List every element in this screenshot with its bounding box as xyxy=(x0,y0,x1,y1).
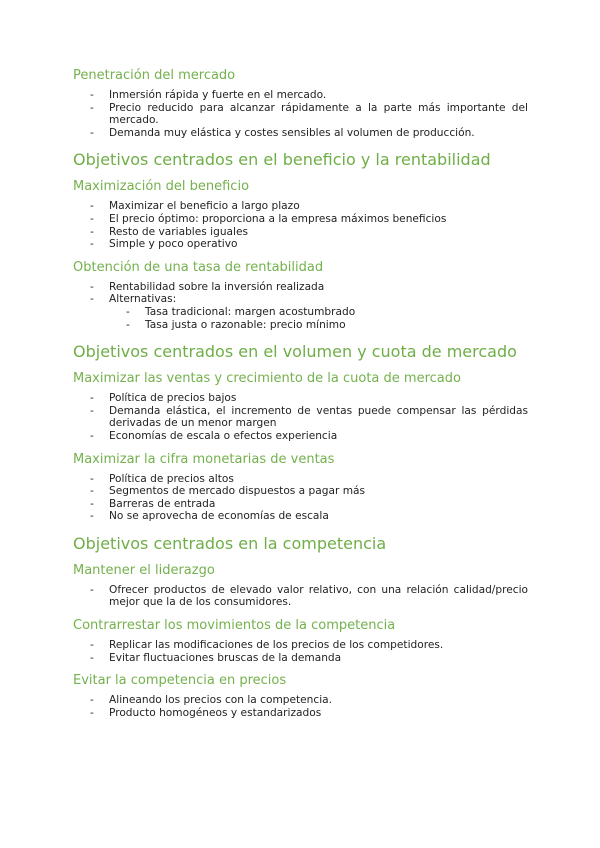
list-item: - Barreras de entrada xyxy=(90,497,216,510)
list-item: - Alineando los precios con la competencia. xyxy=(90,694,333,707)
sub-list-item: - Tasa justa o razonable: precio mínimo xyxy=(126,318,346,331)
list-item: - No se aprovecha de economías de escala xyxy=(90,510,329,523)
subheading-maximizacion-beneficio: Maximización del beneficio xyxy=(73,179,250,195)
bullet-list xyxy=(73,200,528,250)
list-item: - Alternativas: xyxy=(90,293,177,306)
subheading-evitar-competencia: Evitar la competencia en precios xyxy=(73,673,287,689)
list-item: - Demanda muy elástica y costes sensibles al volumen de producción. xyxy=(90,126,475,139)
list-item: - Política de precios altos xyxy=(90,472,234,485)
list-item: - Maximizar el beneficio a largo plazo xyxy=(90,200,300,213)
subheading-maximizar-ventas: Maximizar las ventas y crecimiento de la cuota de mercado xyxy=(73,371,461,387)
list-item: - Segmentos de mercado dispuestos a pagar más xyxy=(90,485,366,498)
list-item: - El precio óptimo: proporciona a la empresa máximos beneficios xyxy=(90,212,447,225)
list-item: - Resto de variables iguales xyxy=(90,225,249,238)
list-item: - Ofrecer productos de elevado valor relativo, con una relación calidad/precio mejor que la de los consumidores. xyxy=(90,583,528,609)
subheading-contrarrestar: Contrarrestar los movimientos de la competencia xyxy=(73,618,396,634)
subheading-penetracion: Penetración del mercado xyxy=(73,68,236,83)
bullet-list xyxy=(73,639,528,664)
list-item: - Replicar las modificaciones de los precios de los competidores. xyxy=(90,639,444,652)
list-item: - Simple y poco operativo xyxy=(90,238,238,251)
bullet-list xyxy=(73,89,528,139)
document-page xyxy=(73,68,528,719)
heading-volumen-cuota: Objetivos centrados en el volumen y cuota de mercado xyxy=(73,342,517,362)
list-item: - Producto homogéneos y estandarizados xyxy=(90,706,322,719)
subheading-tasa-rentabilidad: Obtención de una tasa de rentabilidad xyxy=(73,259,324,275)
bullet-list xyxy=(73,392,528,442)
bullet-list xyxy=(73,473,528,523)
list-item: - Demanda elástica, el incremento de ventas puede compensar las pérdidas derivadas de un menor margen xyxy=(90,404,528,430)
bullet-list xyxy=(73,584,528,609)
list-item: - Evitar fluctuaciones bruscas de la demanda xyxy=(90,651,342,664)
list-item: - Inmersión rápida y fuerte en el mercado. xyxy=(90,89,327,101)
bullet-list xyxy=(73,694,528,719)
heading-beneficio-rentabilidad: Objetivos centrados en el beneficio y la rentabilidad xyxy=(73,150,491,170)
list-item: - Precio reducido para alcanzar rápidamente a la parte más importante del mercado. xyxy=(90,101,528,127)
bullet-list xyxy=(73,281,528,331)
heading-competencia: Objetivos centrados en la competencia xyxy=(73,533,387,553)
list-item: - Economías de escala o efectos experiencia xyxy=(90,429,338,442)
list-item: - Rentabilidad sobre la inversión realizada xyxy=(90,280,325,293)
sub-list-item: - Tasa tradicional: margen acostumbrado xyxy=(126,305,356,318)
subheading-cifra-monetaria: Maximizar la cifra monetarias de ventas xyxy=(73,451,335,467)
list-item: - Política de precios bajos xyxy=(90,392,237,405)
subheading-liderazgo: Mantener el liderazgo xyxy=(73,562,215,578)
